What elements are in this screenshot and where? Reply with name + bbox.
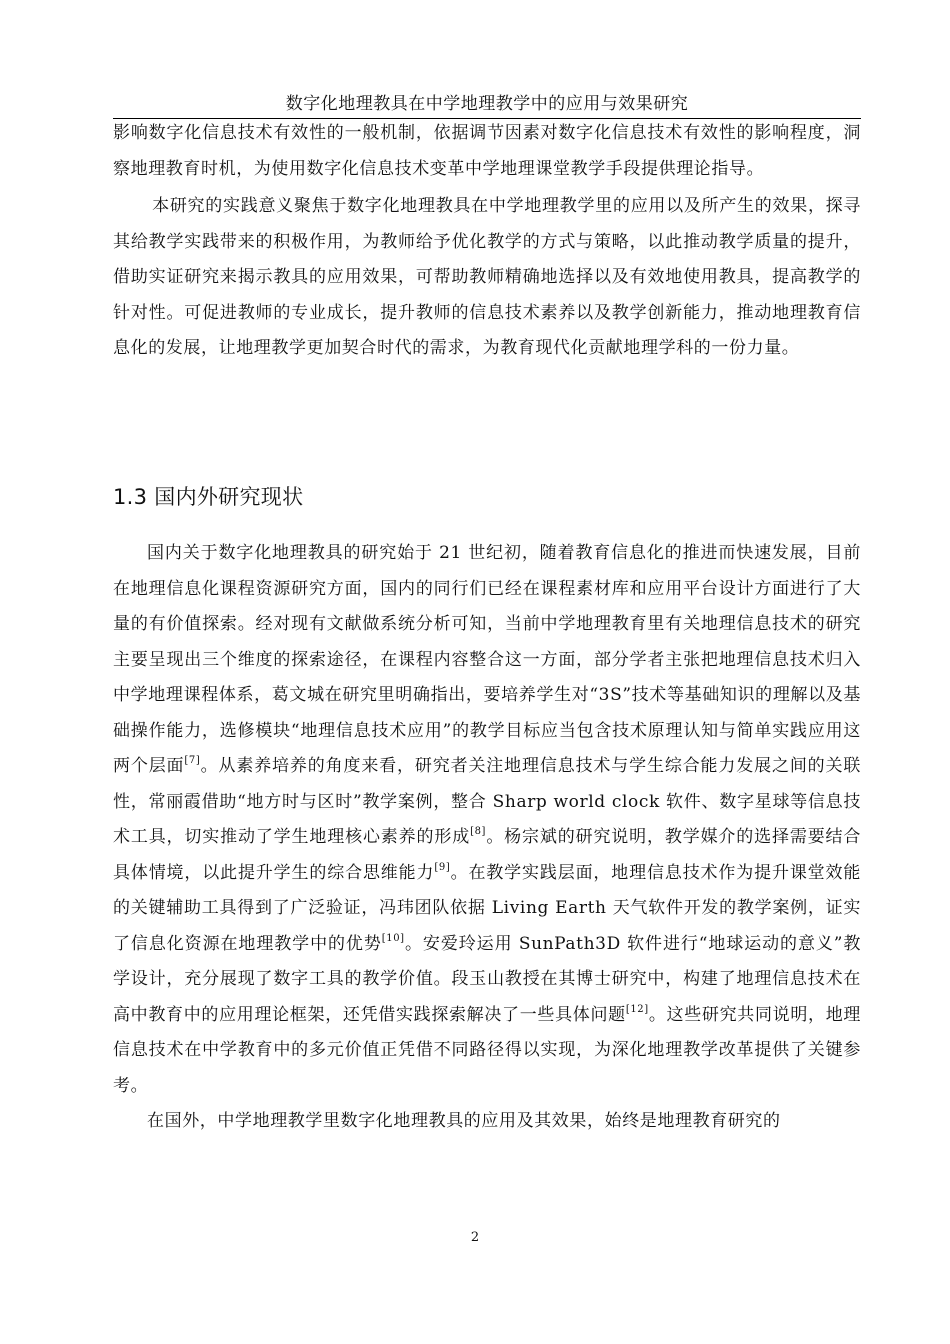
domestic-text-2: 。从素养培养的角度来看，研究者关注地理信息技术与学生综合能力发展之间的关联性，常丽霞借助“地方时与区时”教学案例，整合 Sharp world clock 软件、数字星球等信息技术工具，切实推动了学生地理核心素养的形成 <box>113 756 861 847</box>
continuation-paragraph: 影响数字化信息技术有效性的一般机制，依据调节因素对数字化信息技术有效性的影响程度，洞察地理教育时机，为使用数字化信息技术变革中学地理课堂教学手段提供理论指导。 <box>113 123 861 179</box>
citation-ref: [10] <box>381 932 405 944</box>
domestic-text-5: 。安爱玲运用 SunPath3D 软件进行“地球运动的意义”教学设计，充分展现了数字工具的教学价值。段玉山教授在其博士研究中，构建了地理信息技术在高中教育中的应用理论框架，还凭借实践探索解决了一些具体问题 <box>113 933 862 1025</box>
citation-ref: [7] <box>184 755 201 767</box>
domestic-text-3: 。杨宗斌的研究说明，教学媒介的选择需要结合具体情境，以此提升学生的综合思维能力 <box>113 827 861 883</box>
citation-ref: [9] <box>434 861 451 873</box>
page-number: 2 <box>470 1230 480 1245</box>
domestic-text-6: 。这些研究共同说明，地理信息技术在中学教育中的多元价值正凭借不同路径得以实现，为深化地理教学改革提供了关键参考。 <box>113 1004 861 1096</box>
domestic-text-4: 。在教学实践层面，地理信息技术作为提升课堂效能的关键辅助工具得到了广泛验证，冯玮团队依据 Living Earth 天气软件开发的教学案例，证实了信息化资源在地理教学中的优势 <box>113 862 861 954</box>
domestic-text-1: 国内关于数字化地理教具的研究始于 21 世纪初，随着教育信息化的推进而快速发展，目前在地理信息化课程资源研究方面，国内的同行们已经在课程素材库和应用平台设计方面进行了大量的有价值探索。经对现有文献做系统分析可知，当前中学地理教育里有关地理信息技术的研究主要呈现出三个维度的探索途径，在课程内容整合这一方面，部分学者主张把地理信息技术归入中学地理课程体系，葛文城在研究里明确指出，要培养学生对“3S”技术等基础知识的理解以及基础操作能力，选修模块“地理信息技术应用”的教学目标应当包含技术原理认知与简单实践应用这两个层面 <box>113 543 861 776</box>
citation-ref: [8] <box>470 826 487 838</box>
body-block-top <box>113 116 861 367</box>
domestic-research-paragraph <box>113 536 861 1104</box>
citation-ref: [12] <box>625 1003 649 1015</box>
running-header: 数字化地理教具在中学地理教学中的应用与效果研究 <box>285 94 689 114</box>
practice-paragraph: 本研究的实践意义聚焦于数字化地理教具在中学地理教学里的应用以及所产生的效果，探寻其给教学实践带来的积极作用，为教师给予优化教学的方式与策略，以此推动教学质量的提升，借助实证研究来揭示教具的应用效果，可帮助教师精确地选择以及有效地使用教具，提高教学的针对性。可促进教师的专业成长，提升教师的信息技术素养以及教学创新能力，推动地理教育信息化的发展，让地理教学更加契合时代的需求，为教育现代化贡献地理学科的一份力量。 <box>113 196 861 358</box>
foreign-research-paragraph: 在国外，中学地理教学里数字化地理教具的应用及其效果，始终是地理教育研究的 <box>147 1111 781 1131</box>
body-block-bottom <box>113 536 861 1140</box>
section-heading: 1.3 国内外研究现状 <box>113 485 304 509</box>
